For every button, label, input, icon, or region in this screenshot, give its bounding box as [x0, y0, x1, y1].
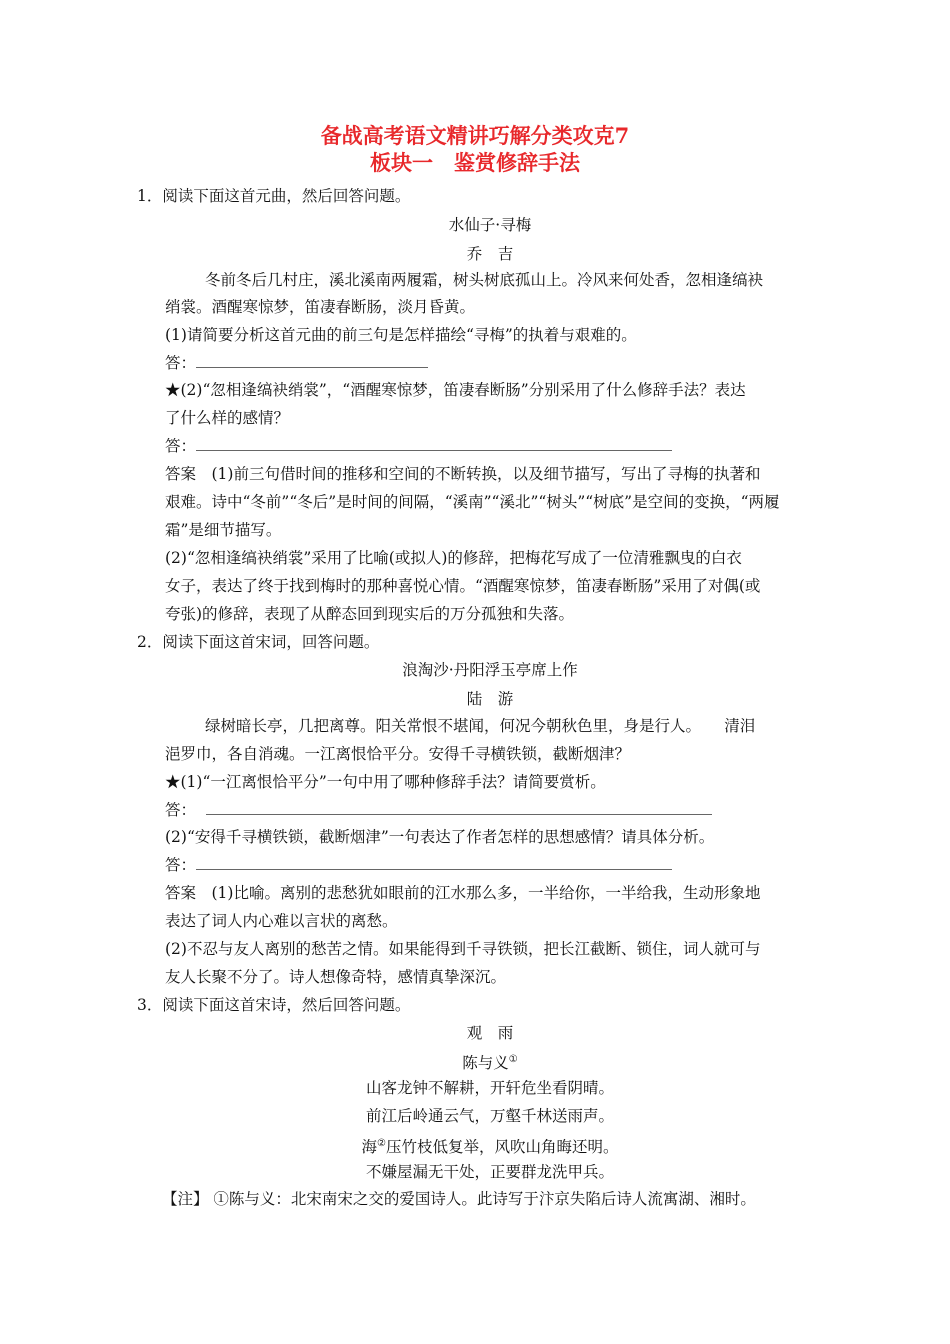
q3-poem-line-1: 山客龙钟不解耕，开轩危坐看阴晴。	[365, 1079, 614, 1097]
answer-label: 答：	[165, 856, 197, 874]
q1-answer-text-4: (2)“忽相逢缟袂绡裳”采用了比喻(或拟人)的修辞，把梅花写成了一位清雅飘曳的白衣	[165, 549, 742, 567]
q3-poem-line-4: 不嫌屋漏无干处，正要群龙洗甲兵。	[365, 1163, 614, 1181]
q3-author	[0, 1050, 950, 1073]
q1-poem-line-2: 绡裳。酒醒寒惊梦，笛凄春断肠，淡月昏黄。	[165, 298, 476, 316]
q2-answer-text-1: 答案 (1)比喻。离别的悲愁犹如眼前的江水那么多，一半给你，一半给我，生动形象地	[165, 884, 761, 902]
q2-poem-title: 浪淘沙·丹阳浮玉亭席上作	[402, 661, 578, 679]
answer-label: 答：	[165, 354, 197, 372]
q2-poem-line-1: 绿树暗长亭，几把离尊。阳关常恨不堪闻，何况今朝秋色里，身是行人。 清泪	[205, 717, 756, 735]
answer-blank[interactable]	[196, 855, 672, 870]
q2-answer-text-4: 友人长聚不分了。诗人想像奇特，感情真挚深沉。	[165, 968, 507, 986]
q2-answer-line-2	[165, 855, 672, 875]
answer-blank[interactable]	[196, 353, 428, 368]
q2-answer-line-1	[165, 800, 712, 820]
footnote-marker-1: ①	[508, 1054, 518, 1065]
q3-prompt: 3．阅读下面这首宋诗，然后回答问题。	[137, 996, 411, 1014]
q1-answer-text-3: 霜”是细节描写。	[165, 521, 282, 539]
title-line-1: 备战高考语文精讲巧解分类攻克7	[320, 123, 630, 148]
answer-label: 答：	[165, 801, 197, 819]
q3-footnote: 【注】 ①陈与义：北宋南宋之交的爱国诗人。此诗写于汴京失陷后诗人流寓湖、湘时。	[162, 1190, 756, 1208]
q1-answer-text-5: 女子，表达了终于找到梅时的那种喜悦心情。“酒醒寒惊梦，笛凄春断肠”采用了对偶(或	[165, 577, 761, 595]
q1-poem-title: 水仙子·寻梅	[448, 216, 532, 234]
q3-poem-line-3	[0, 1134, 950, 1157]
footnote-marker-2: ②	[377, 1138, 386, 1149]
q2-subquestion-2: (2)“安得千寻横铁锁，截断烟津”一句表达了作者怎样的思想感情？请具体分析。	[165, 828, 715, 846]
q1-author: 乔 吉	[466, 245, 514, 263]
q2-poem-line-2: 浥罗巾，各自消魂。一江离恨恰平分。安得千寻横铁锁，截断烟津？	[165, 745, 631, 763]
q2-answer-text-2: 表达了词人内心难以言状的离愁。	[165, 912, 398, 930]
title-line-2: 板块一 鉴赏修辞手法	[370, 150, 580, 175]
q2-answer-text-3: (2)不忍与友人离别的愁苦之情。如果能得到千寻铁锁，把长江截断、锁住，词人就可与	[165, 940, 761, 958]
q3-poem-line-3-start: 海	[361, 1138, 378, 1157]
q2-prompt: 2．阅读下面这首宋词，回答问题。	[137, 633, 380, 651]
q1-answer-line-2	[165, 436, 672, 456]
answer-blank[interactable]	[196, 436, 672, 451]
document-title	[0, 122, 950, 176]
q1-answer-text-1: 答案 (1)前三句借时间的推移和空间的不断转换，以及细节描写，写出了寻梅的执著和	[165, 465, 761, 483]
answer-blank[interactable]	[206, 800, 712, 815]
answer-label: 答：	[165, 437, 197, 455]
q1-answer-text-2: 艰难。诗中“冬前”“冬后”是时间的间隔，“溪南”“溪北”“树头”“树底”是空间的变换，“两履	[165, 493, 780, 511]
q3-poem-title: 观 雨	[466, 1024, 514, 1042]
q1-answer-text-6: 夸张)的修辞，表现了从醉态回到现实后的万分孤独和失落。	[165, 605, 575, 623]
q1-prompt: 1．阅读下面这首元曲，然后回答问题。	[137, 187, 411, 205]
q1-answer-line-1	[165, 353, 428, 373]
q3-author-name: 陈与义	[462, 1054, 509, 1073]
q1-subquestion-1: (1)请简要分析这首元曲的前三句是怎样描绘“寻梅”的执着与艰难的。	[165, 326, 637, 344]
q2-subquestion-1: ★(1)“一江离恨恰平分”一句中用了哪种修辞手法？请简要赏析。	[165, 773, 606, 791]
q1-subquestion-2-line-2: 了什么样的感情？	[165, 409, 290, 427]
q1-poem-line-1: 冬前冬后几村庄，溪北溪南两履霜，树头树底孤山上。冷风来何处香，忽相逢缟袂	[205, 271, 764, 289]
q3-poem-line-3-rest: 压竹枝低复举，风吹山角晦还明。	[385, 1138, 619, 1157]
q2-author: 陆 游	[466, 690, 514, 708]
q3-poem-line-2: 前江后岭通云气，万壑千林送雨声。	[365, 1107, 614, 1125]
q1-subquestion-2-line-1: ★(2)“忽相逢缟袂绡裳”，“酒醒寒惊梦，笛凄春断肠”分别采用了什么修辞手法？表达	[165, 381, 746, 399]
